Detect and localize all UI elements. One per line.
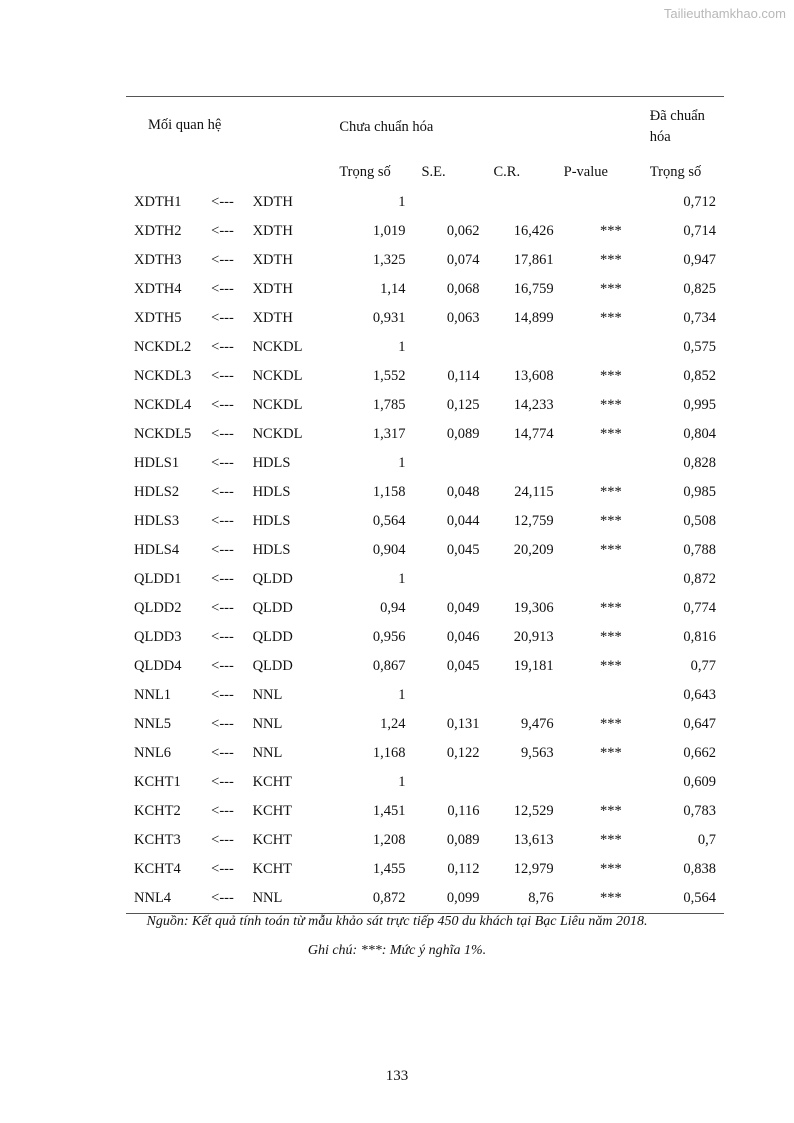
cell-factor: QLDD (252, 571, 293, 587)
cell-std-weight: 0,712 (683, 194, 716, 210)
cell-weight: 1,019 (372, 223, 406, 239)
cell-arrow: <--- (211, 658, 234, 674)
cell-item: NCKDL3 (134, 368, 192, 384)
cell-factor: NNL (253, 884, 324, 914)
cell-factor: NCKDL (252, 368, 303, 384)
cell-weight: 1,24 (380, 716, 406, 732)
cell-factor: NNL (252, 716, 283, 732)
significance-footnote: Ghi chú: ***: Mức ý nghĩa 1%. (307, 943, 487, 958)
cell-pvalue: *** (600, 629, 622, 645)
cell-weight: 0,564 (372, 513, 406, 529)
cell-se: 0,122 (446, 745, 480, 761)
cell-arrow: <--- (211, 803, 234, 819)
cell-item: XDTH1 (134, 194, 182, 210)
cell-arrow: <--- (211, 513, 234, 529)
cell-se: 0,049 (446, 600, 480, 616)
table-row (126, 652, 724, 681)
cell-se (405, 768, 479, 797)
cell-cr: 12,529 (513, 803, 554, 819)
cell-se: 0,125 (446, 397, 480, 413)
cell-factor: XDTH (252, 194, 293, 210)
cell-cr: 24,115 (514, 484, 554, 500)
table-row (126, 391, 724, 420)
cell-pvalue: *** (600, 484, 622, 500)
table-row (126, 275, 724, 304)
cell-pvalue (554, 333, 622, 362)
cell-std-weight: 0,852 (683, 368, 716, 384)
cell-arrow: <--- (211, 223, 234, 239)
cell-cr: 14,899 (513, 310, 554, 326)
cell-se: 0,068 (446, 281, 480, 297)
cell-cr (479, 188, 553, 217)
cell-factor: NCKDL (252, 397, 303, 413)
header-relationship: Mối quan hệ (126, 97, 323, 189)
cell-factor: HDLS (252, 513, 291, 529)
cell-arrow: <--- (211, 884, 252, 914)
cell-se: 0,045 (446, 658, 480, 674)
cell-weight: 1,14 (380, 281, 406, 297)
cell-weight: 1,208 (372, 832, 406, 848)
table-row (126, 536, 724, 565)
cell-factor: HDLS (252, 542, 291, 558)
table-row (126, 594, 724, 623)
table-row (126, 304, 724, 333)
cell-weight: 1 (398, 687, 406, 703)
cell-se: 0,063 (446, 310, 480, 326)
cell-arrow: <--- (211, 774, 234, 790)
cell-std-weight: 0,643 (683, 687, 716, 703)
cell-arrow: <--- (211, 571, 234, 587)
table-row (126, 362, 724, 391)
cell-factor: KCHT (252, 832, 293, 848)
cell-cr: 14,774 (513, 426, 554, 442)
cell-pvalue: *** (600, 368, 622, 384)
cell-factor: QLDD (252, 658, 293, 674)
cell-std-weight: 0,575 (683, 339, 716, 355)
table-row (126, 333, 724, 362)
cell-se: 0,046 (446, 629, 480, 645)
table-row (126, 449, 724, 478)
header-standardized: Đã chuẩn hóa (622, 97, 724, 158)
cell-pvalue: *** (600, 803, 622, 819)
cell-item: NCKDL4 (134, 397, 192, 413)
cell-item: XDTH3 (134, 252, 182, 268)
cell-weight: 1 (398, 571, 406, 587)
cell-weight: 1,168 (372, 745, 406, 761)
cell-cr: 12,979 (513, 861, 554, 877)
cell-pvalue: *** (600, 310, 622, 326)
cell-pvalue (554, 188, 622, 217)
cell-se: 0,089 (446, 426, 480, 442)
cell-item: HDLS3 (134, 513, 180, 529)
cell-pvalue: *** (600, 397, 622, 413)
cell-cr: 13,608 (513, 368, 554, 384)
header-weight: Trọng số (339, 164, 391, 180)
cell-item: HDLS1 (134, 455, 180, 471)
cell-std-weight: 0,995 (683, 397, 716, 413)
cell-arrow: <--- (211, 484, 234, 500)
cell-cr: 14,233 (513, 397, 554, 413)
cell-cr: 9,476 (521, 716, 554, 732)
table-row (126, 478, 724, 507)
cell-se: 0,112 (447, 861, 480, 877)
cell-weight: 1,317 (372, 426, 406, 442)
cell-se: 0,044 (446, 513, 480, 529)
table-body (126, 188, 724, 914)
cell-pvalue: *** (600, 281, 622, 297)
cell-std-weight: 0,947 (683, 252, 716, 268)
cell-pvalue (554, 681, 622, 710)
cell-factor: HDLS (252, 484, 291, 500)
cell-std-weight: 0,872 (683, 571, 716, 587)
table-row (126, 797, 724, 826)
cell-std-weight: 0,734 (683, 310, 716, 326)
cell-std-weight: 0,838 (683, 861, 716, 877)
table-row (126, 768, 724, 797)
cell-factor: KCHT (252, 774, 293, 790)
cell-std-weight: 0,788 (683, 542, 716, 558)
table-header-row-1 (126, 97, 724, 158)
cell-se: 0,116 (447, 803, 480, 819)
cell-item: NNL5 (134, 716, 172, 732)
cell-arrow: <--- (211, 716, 234, 732)
cell-item: KCHT2 (134, 803, 181, 819)
cell-pvalue: *** (600, 252, 622, 268)
cell-arrow: <--- (211, 252, 234, 268)
cell-weight: 1 (398, 455, 406, 471)
cell-cr: 16,426 (513, 223, 554, 239)
cell-pvalue: *** (600, 542, 622, 558)
cell-arrow: <--- (211, 426, 234, 442)
cell-item: QLDD1 (134, 571, 182, 587)
cell-item: HDLS4 (134, 542, 180, 558)
cell-pvalue: *** (554, 884, 622, 914)
cell-std-weight: 0,564 (622, 884, 724, 914)
cell-pvalue: *** (600, 658, 622, 674)
cell-weight: 0,956 (372, 629, 406, 645)
cell-se (405, 188, 479, 217)
cell-weight: 1 (398, 774, 406, 790)
cell-cr: 19,306 (513, 600, 554, 616)
watermark-text: Tailieuthamkhao.com (663, 6, 786, 21)
cell-factor: XDTH (252, 252, 293, 268)
cell-weight: 1,552 (372, 368, 406, 384)
table-row (126, 565, 724, 594)
cell-se: 0,048 (446, 484, 480, 500)
table-row (126, 507, 724, 536)
cell-cr (479, 333, 553, 362)
table-row (126, 739, 724, 768)
cell-factor: XDTH (252, 310, 293, 326)
cell-cr: 12,759 (513, 513, 554, 529)
cell-arrow: <--- (211, 397, 234, 413)
cell-se (405, 333, 479, 362)
cell-arrow: <--- (211, 629, 234, 645)
cell-factor: QLDD (252, 600, 293, 616)
cell-item: NNL4 (126, 884, 211, 914)
table-row (126, 188, 724, 217)
cell-item: QLDD2 (134, 600, 182, 616)
cell-pvalue (554, 768, 622, 797)
table-row (126, 855, 724, 884)
cell-se: 0,089 (446, 832, 480, 848)
cell-se (405, 681, 479, 710)
cell-cr: 20,913 (513, 629, 554, 645)
cell-factor: XDTH (252, 281, 293, 297)
cell-std-weight: 0,804 (683, 426, 716, 442)
cell-cr: 19,181 (513, 658, 554, 674)
cell-cr: 13,613 (513, 832, 554, 848)
cell-cr (479, 768, 553, 797)
header-se: S.E. (421, 164, 446, 180)
cell-weight: 1,455 (372, 861, 406, 877)
cell-std-weight: 0,816 (683, 629, 716, 645)
cell-se (405, 449, 479, 478)
cell-se: 0,074 (446, 252, 480, 268)
cell-cr: 9,563 (521, 745, 554, 761)
cell-item: QLDD4 (134, 658, 182, 674)
cell-cr: 8,76 (479, 884, 553, 914)
cell-std-weight: 0,783 (683, 803, 716, 819)
cell-weight: 1,325 (372, 252, 406, 268)
cell-se: 0,114 (447, 368, 480, 384)
cell-cr (479, 565, 553, 594)
cell-arrow: <--- (211, 687, 234, 703)
cell-se: 0,045 (446, 542, 480, 558)
cell-se (405, 565, 479, 594)
cell-arrow: <--- (211, 542, 234, 558)
table-row (126, 884, 724, 914)
cell-item: XDTH5 (134, 310, 182, 326)
cell-factor: XDTH (252, 223, 293, 239)
cell-pvalue: *** (600, 426, 622, 442)
cell-weight: 0,904 (372, 542, 406, 558)
cell-arrow: <--- (211, 281, 234, 297)
cell-cr: 16,759 (513, 281, 554, 297)
cell-factor: HDLS (252, 455, 291, 471)
cell-arrow: <--- (211, 455, 234, 471)
cell-item: NNL6 (134, 745, 172, 761)
cell-se: 0,099 (405, 884, 479, 914)
cell-item: NNL1 (134, 687, 172, 703)
cell-factor: KCHT (252, 861, 293, 877)
header-pvalue: P-value (563, 164, 608, 180)
cell-std-weight: 0,7 (697, 832, 716, 848)
cell-std-weight: 0,662 (683, 745, 716, 761)
cell-item: HDLS2 (134, 484, 180, 500)
cell-factor: NNL (252, 745, 283, 761)
cell-factor: NNL (252, 687, 283, 703)
header-cr: C.R. (493, 164, 521, 180)
cell-std-weight: 0,714 (683, 223, 716, 239)
page-number: 133 (385, 1068, 409, 1084)
cell-weight: 1 (398, 194, 406, 210)
cell-item: XDTH2 (134, 223, 182, 239)
cell-arrow: <--- (211, 832, 234, 848)
cell-se: 0,062 (446, 223, 480, 239)
source-note: Nguồn: Kết quả tính toán từ mẫu khảo sát trực tiếp 450 du khách tại Bạc Liêu năm 2018. (146, 914, 648, 929)
cell-std-weight: 0,828 (683, 455, 716, 471)
cell-std-weight: 0,825 (683, 281, 716, 297)
cell-factor: KCHT (252, 803, 293, 819)
cell-std-weight: 0,647 (683, 716, 716, 732)
header-unstandardized: Chưa chuẩn hóa (323, 97, 621, 158)
header-std-weight: Trọng số (649, 164, 702, 180)
cell-cr (479, 449, 553, 478)
cell-item: NCKDL5 (134, 426, 192, 442)
cell-cr: 17,861 (513, 252, 554, 268)
regression-weights-table (126, 96, 724, 914)
cell-pvalue: *** (600, 600, 622, 616)
table-row (126, 826, 724, 855)
cell-factor: NCKDL (252, 339, 303, 355)
cell-std-weight: 0,508 (683, 513, 716, 529)
cell-cr (479, 681, 553, 710)
cell-pvalue: *** (600, 513, 622, 529)
cell-se: 0,131 (446, 716, 480, 732)
cell-std-weight: 0,609 (683, 774, 716, 790)
table-row (126, 246, 724, 275)
cell-weight: 1,158 (372, 484, 406, 500)
cell-pvalue: *** (600, 832, 622, 848)
cell-std-weight: 0,774 (683, 600, 716, 616)
cell-item: KCHT1 (134, 774, 181, 790)
cell-arrow: <--- (211, 310, 234, 326)
table-row (126, 710, 724, 739)
cell-weight: 1,451 (372, 803, 406, 819)
cell-weight: 0,872 (323, 884, 405, 914)
cell-arrow: <--- (211, 368, 234, 384)
cell-std-weight: 0,985 (683, 484, 716, 500)
table-row (126, 217, 724, 246)
cell-weight: 0,94 (380, 600, 406, 616)
cell-cr: 20,209 (513, 542, 554, 558)
cell-weight: 1,785 (372, 397, 406, 413)
cell-weight: 0,867 (372, 658, 406, 674)
cell-pvalue: *** (600, 861, 622, 877)
cell-arrow: <--- (211, 194, 234, 210)
cell-item: QLDD3 (134, 629, 182, 645)
table-row (126, 681, 724, 710)
cell-item: KCHT4 (134, 861, 181, 877)
table-row (126, 420, 724, 449)
cell-weight: 0,931 (372, 310, 406, 326)
cell-pvalue: *** (600, 716, 622, 732)
cell-item: XDTH4 (134, 281, 182, 297)
cell-pvalue (554, 565, 622, 594)
cell-pvalue (554, 449, 622, 478)
cell-arrow: <--- (211, 600, 234, 616)
cell-std-weight: 0,77 (690, 658, 716, 674)
cell-arrow: <--- (211, 339, 234, 355)
cell-pvalue: *** (600, 745, 622, 761)
cell-pvalue: *** (600, 223, 622, 239)
cell-factor: QLDD (252, 629, 293, 645)
table-row (126, 623, 724, 652)
cell-arrow: <--- (211, 745, 234, 761)
cell-weight: 1 (398, 339, 406, 355)
cell-item: NCKDL2 (134, 339, 192, 355)
cell-factor: NCKDL (252, 426, 303, 442)
cell-item: KCHT3 (134, 832, 181, 848)
cell-arrow: <--- (211, 861, 234, 877)
